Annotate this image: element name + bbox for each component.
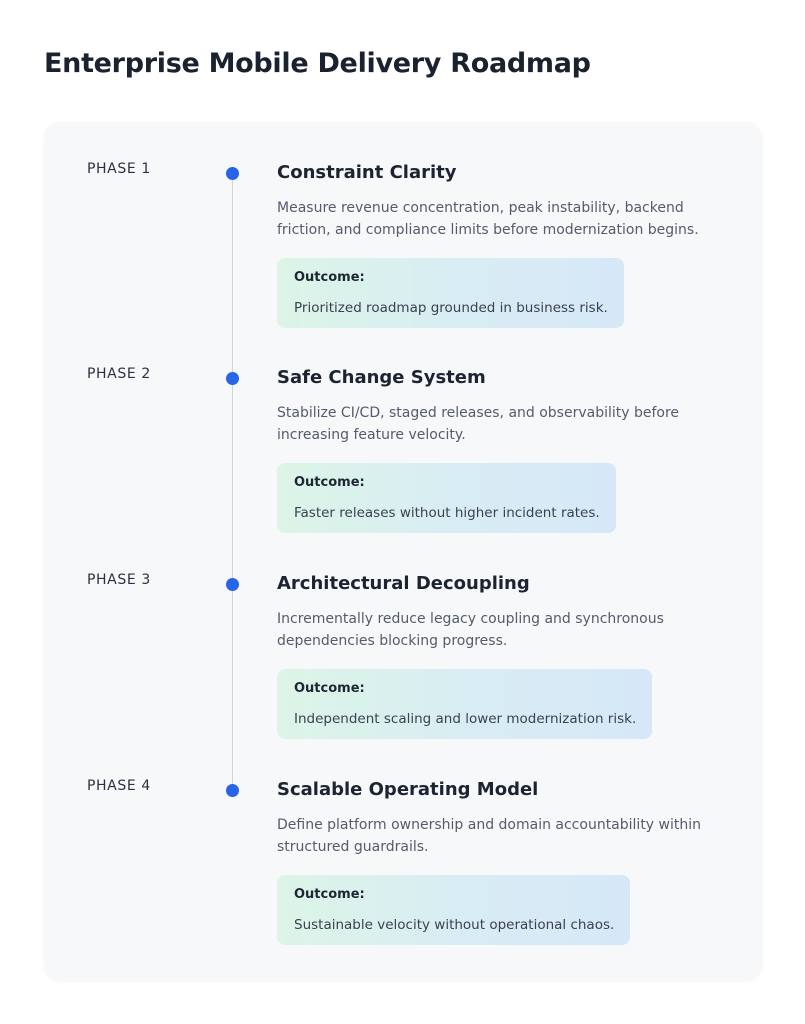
phase-1: [44, 122, 762, 316]
outcome-label: Outcome:: [294, 270, 365, 285]
phase-label: PHASE 3: [87, 572, 151, 588]
phase-title: Architectural Decoupling: [277, 573, 530, 594]
phase-description: Measure revenue concentration, peak instability, backend friction, and compliance limits before modernization begins.: [277, 200, 699, 238]
outcome-text: Faster releases without higher incident rates.: [294, 505, 600, 521]
phase-label: PHASE 4: [87, 778, 151, 794]
phase-label: PHASE 1: [87, 161, 151, 177]
phase-2: [44, 327, 762, 521]
outcome-box: [277, 875, 630, 945]
phase-title: Scalable Operating Model: [277, 779, 539, 800]
outcome-label: Outcome:: [294, 681, 365, 696]
outcome-box: [277, 463, 616, 533]
phase-description: Incrementally reduce legacy coupling and synchronous dependencies blocking progress.: [277, 611, 664, 649]
roadmap-card: [44, 122, 762, 980]
phase-description: Define platform ownership and domain accountability within structured guardrails.: [277, 817, 702, 855]
page-title: Enterprise Mobile Delivery Roadmap: [44, 48, 591, 79]
timeline-dot: [226, 372, 239, 385]
timeline-dot: [226, 578, 239, 591]
phase-4: [44, 739, 762, 933]
phase-description: Stabilize CI/CD, staged releases, and observability before increasing feature velocity.: [277, 405, 680, 443]
outcome-text: Sustainable velocity without operational chaos.: [294, 917, 615, 933]
timeline-dot: [226, 167, 239, 180]
outcome-text: Independent scaling and lower modernization risk.: [294, 711, 637, 727]
phase-title: Constraint Clarity: [277, 162, 457, 183]
outcome-text: Prioritized roadmap grounded in business risk.: [294, 300, 608, 316]
phase-label: PHASE 2: [87, 366, 151, 382]
outcome-box: [277, 669, 652, 739]
outcome-box: [277, 258, 624, 328]
outcome-label: Outcome:: [294, 475, 365, 490]
phase-title: Safe Change System: [277, 367, 486, 388]
timeline-dot: [226, 784, 239, 797]
phase-3: [44, 533, 762, 727]
outcome-label: Outcome:: [294, 887, 365, 902]
